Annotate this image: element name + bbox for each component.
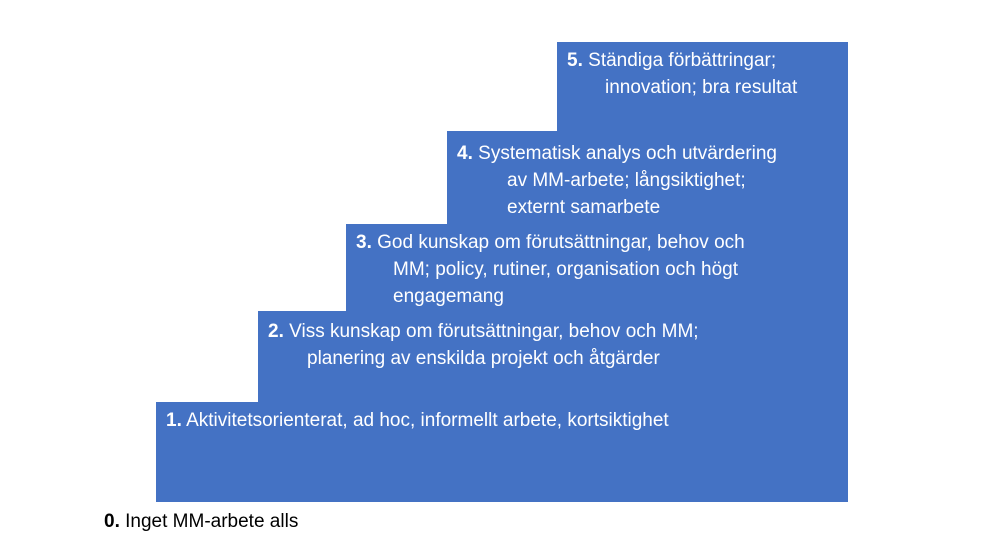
level-1-text-line-1: Aktivitetsorienterat, ad hoc, informellt arbete, kortsiktighet — [186, 410, 669, 431]
level-3-number: 3. — [356, 232, 372, 253]
level-2-number: 2. — [268, 321, 284, 342]
level-2-label — [268, 318, 699, 372]
level-0-label — [104, 508, 298, 535]
level-3-text-line-2: MM; policy, rutiner, organisation och högt — [393, 259, 738, 280]
level-4-text-line-2: av MM-arbete; långsiktighet; — [507, 170, 746, 191]
level-2-text-line-1: Viss kunskap om förutsättningar, behov och MM; — [289, 321, 699, 342]
level-5-number: 5. — [567, 50, 583, 71]
level-4-text-line-1: Systematisk analys och utvärdering — [478, 143, 778, 164]
level-1-number: 1. — [166, 410, 182, 431]
level-4-label — [457, 140, 777, 221]
level-5-label — [567, 47, 797, 101]
level-3-text-line-3: engagemang — [393, 286, 504, 307]
level-5-text-line-1: Ständiga förbättringar; — [588, 50, 777, 71]
level-0-text: Inget MM-arbete alls — [125, 511, 299, 532]
level-3-label — [356, 229, 745, 310]
level-0-number: 0. — [104, 511, 120, 532]
level-2-text-line-2: planering av enskilda projekt och åtgärder — [307, 348, 660, 369]
level-4-text-line-3: externt samarbete — [507, 197, 661, 218]
level-4-number: 4. — [457, 143, 473, 164]
level-3-text-line-1: God kunskap om förutsättningar, behov och — [377, 232, 745, 253]
level-5-text-line-2: innovation; bra resultat — [605, 77, 798, 98]
level-1-label — [166, 407, 669, 434]
